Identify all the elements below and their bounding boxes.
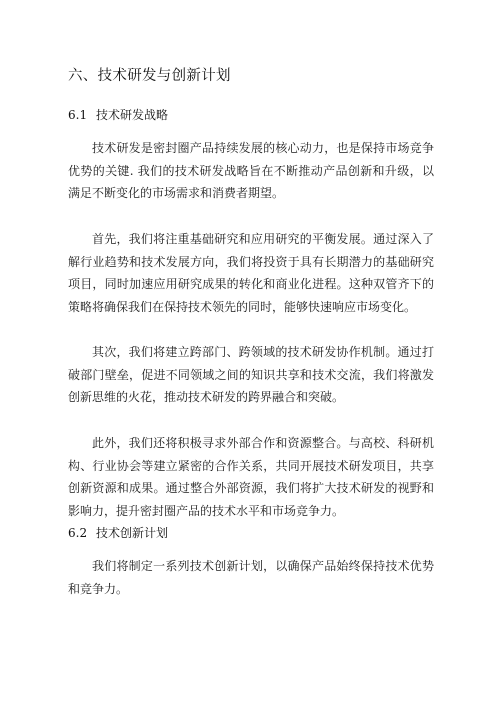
subsection-number: 6.2 bbox=[68, 526, 88, 540]
subsection-title: 技术研发战略 bbox=[96, 108, 169, 122]
paragraph: 我们将制定一系列技术创新计划，以确保产品始终保持技术优势和竞争力。 bbox=[68, 559, 434, 596]
subsection-number: 6.1 bbox=[68, 108, 88, 122]
section-heading: 六、技术研发与创新计划 bbox=[68, 68, 231, 84]
paragraph: 此外，我们还将积极寻求外部合作和资源整合。与高校、科研机构、行业协会等建立紧密的合作关系，共同开展技术研发项目，共享创新资源和成果。通过整合外部资源，我们将扩大技术研发的视野和影响力，提升密封圈产品的技术水平和市场竞争力。 bbox=[68, 436, 434, 518]
paragraph: 其次，我们将建立跨部门、跨领域的技术研发协作机制。通过打破部门壁垒，促进不同领域之间的知识共享和技术交流，我们将激发创新思维的火花，推动技术研发的跨界融合和突破。 bbox=[68, 345, 434, 405]
subsection-title: 技术创新计划 bbox=[96, 526, 169, 540]
subsection-heading-6-2 bbox=[68, 524, 168, 542]
subsection-heading-6-1 bbox=[68, 106, 168, 124]
paragraph: 技术研发是密封圈产品持续发展的核心动力，也是保持市场竞争优势的关键. 我们的技术研发战略旨在不断推动产品创新和升级，以满足不断变化的市场需求和消费者期望。 bbox=[68, 141, 434, 201]
paragraph: 首先，我们将注重基础研究和应用研究的平衡发展。通过深入了解行业趋势和技术发展方向，我们将投资于具有长期潜力的基础研究项目，同时加速应用研究成果的转化和商业化进程。这种双管齐下的策略将确保我们在保持技术领先的同时，能够快速响应市场变化。 bbox=[68, 232, 434, 314]
